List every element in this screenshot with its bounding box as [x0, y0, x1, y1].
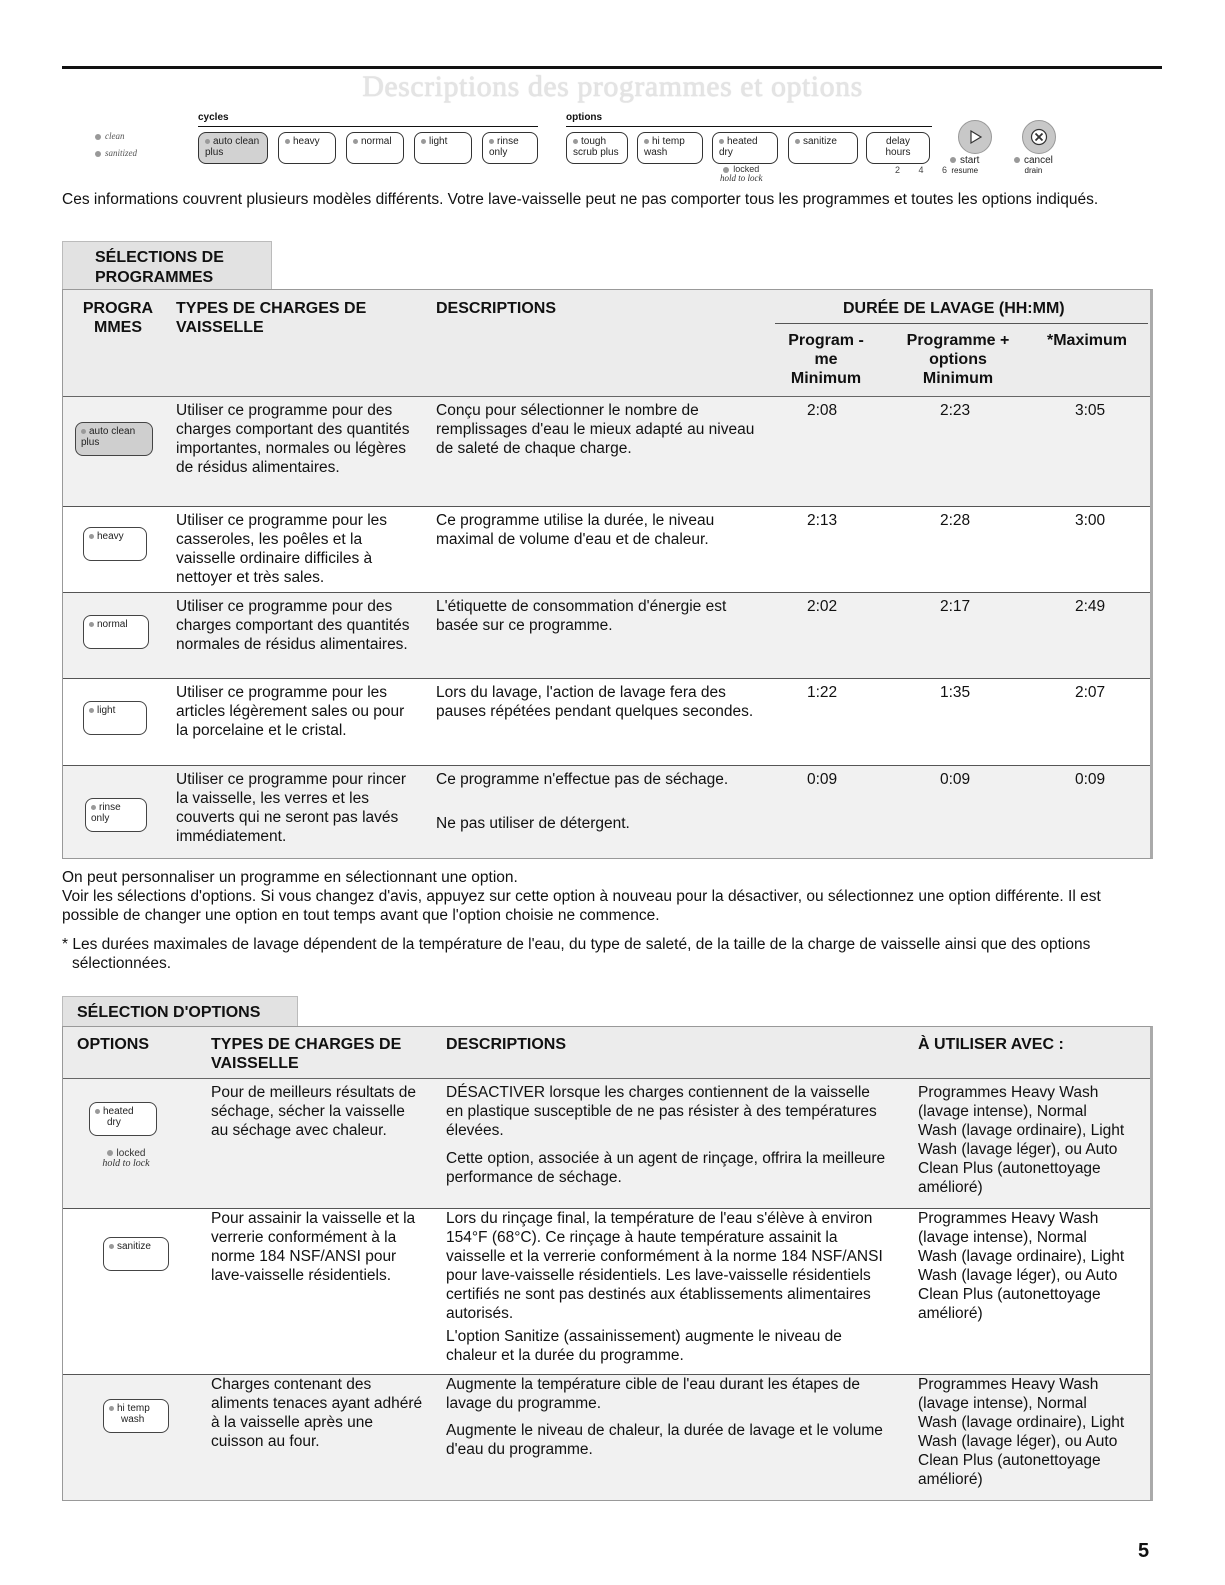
indicator-dot-icon — [89, 534, 94, 539]
resume-text: resume — [951, 166, 979, 175]
locked-text: locked — [733, 164, 760, 174]
description-cell: Lors du lavage, l'action de lavage fera des pauses répétées pendant quelques secondes. — [436, 684, 754, 720]
indicator-dot-icon — [109, 1406, 114, 1411]
max-duration-cell: 3:00 — [1075, 512, 1106, 529]
header-programs: PROGRA MMES — [82, 300, 154, 336]
indicator-dot-icon — [89, 622, 94, 627]
indicator-dot-icon — [95, 151, 101, 157]
button-label: sanitize — [803, 136, 837, 147]
paragraph: Voir les sélections d'options. Si vous changez d'avis, appuyez sur cette option à nouveau pour la désactiver, ou sélectionnez une option différente. Il est possible de changer une option en tout temps avant que l'option choisie ne commence. — [62, 888, 1101, 924]
icon-label: normal — [97, 619, 128, 630]
button-label: dry — [719, 147, 733, 158]
icon-label: rinse — [99, 802, 121, 813]
icon-label: wash — [121, 1414, 145, 1425]
min-duration-cell: 2:08 — [807, 402, 838, 419]
indicator-dot-icon — [95, 1109, 100, 1114]
options-section-tab: SÉLECTION D'OPTIONS — [62, 996, 298, 1026]
paragraph: On peut personnaliser un programme en sélectionnant une option. — [62, 869, 518, 886]
load-types-cell: Utiliser ce programme pour rincer la vaisselle, les verres et les couverts qui ne seront pas lavés immédiatement. — [176, 771, 406, 845]
description-cell: Lors du rinçage final, la température de l'eau s'élève à environ 154°F (68°C). Ce rinçage à haute température assainit la vaisselle et la verrerie conformément à la norme 184 NSF/ANSI pour lave-vaisselle résidentiels. Les lave-vaisselle résidentiels certifiés ne sont pas destinés aux établissements alimentaires autorisés. — [446, 1210, 883, 1322]
cancel-x-icon — [1030, 128, 1048, 146]
button-label: hours — [885, 147, 911, 158]
lock-indicator-icon — [107, 1150, 113, 1156]
button-label: wash — [644, 147, 668, 158]
control-panel-illustration — [0, 108, 1225, 188]
cycle-button-light[interactable] — [414, 132, 472, 164]
header-options-minimum: Programme + options Minimum — [906, 332, 1010, 387]
hold-to-lock-text: hold to lock — [102, 1158, 150, 1169]
table-row — [63, 507, 1150, 593]
button-label: delay — [886, 136, 910, 147]
option-button-delay-hours[interactable] — [866, 132, 930, 164]
table-row — [63, 1375, 1150, 1500]
indicator-dot-icon — [719, 139, 724, 144]
page-number: 5 — [1138, 1540, 1150, 1562]
options-rule — [566, 126, 932, 127]
page-title: Descriptions des programmes et options — [362, 70, 863, 103]
option-button-tough-scrub-plus[interactable] — [566, 132, 628, 164]
description-cell: L'étiquette de consommation d'énergie est basée sur ce programme. — [436, 598, 727, 634]
load-types-cell: Pour de meilleurs résultats de séchage, sécher la vaisselle au séchage avec chaleur. — [211, 1084, 417, 1139]
button-label: light — [429, 136, 448, 147]
rinse-only-button-icon — [85, 798, 147, 832]
indicator-dot-icon — [950, 157, 956, 163]
indicator-dot-icon — [795, 139, 800, 144]
options-intro-text — [62, 868, 1157, 983]
description-note-cell: Ne pas utiliser de détergent. — [436, 815, 630, 832]
indicator-dot-icon — [95, 134, 101, 140]
icon-label: heated — [103, 1106, 134, 1117]
normal-button-icon — [83, 615, 149, 649]
footnote: * Les durées maximales de lavage dépendent de la température de l'eau, du type de saleté, de la taille de la charge de vaisselle ainsi que des options sélectionnées. — [62, 936, 1091, 972]
indicator-dot-icon — [285, 139, 290, 144]
option-button-hi-temp-wash[interactable] — [637, 132, 703, 164]
button-label: tough — [581, 136, 607, 147]
description-cell: Augmente la température cible de l'eau durant les étapes de lavage du programme. — [446, 1376, 860, 1412]
heated-dry-button-icon — [89, 1102, 157, 1136]
header-wash-duration: DURÉE DE LAVAGE (HH:MM) — [843, 300, 1065, 317]
indicator-dot-icon — [1014, 157, 1020, 163]
icon-label: auto clean — [89, 426, 136, 437]
button-label: plus — [205, 147, 224, 158]
icon-label: heavy — [97, 531, 124, 542]
button-label: heated — [727, 136, 758, 147]
button-label: auto clean — [213, 136, 260, 147]
hi-temp-wash-button-icon — [103, 1399, 169, 1433]
button-label: heavy — [293, 136, 320, 147]
indicator-dot-icon — [421, 139, 426, 144]
header-load-types: TYPES DE CHARGES DE VAISSELLE — [176, 300, 367, 336]
header-load-types: TYPES DE CHARGES DE VAISSELLE — [211, 1036, 402, 1072]
description-note-cell: Augmente le niveau de chaleur, la durée de lavage et le volume d'eau du programme. — [446, 1422, 883, 1458]
button-label: scrub plus — [573, 147, 619, 158]
start-button[interactable] — [958, 120, 992, 154]
tab-title-line: PROGRAMMES — [95, 269, 214, 286]
table-row — [63, 1079, 1150, 1209]
programs-table — [62, 289, 1153, 859]
button-label: only — [489, 147, 508, 158]
lock-indicator-icon — [723, 167, 729, 173]
cycle-button-normal[interactable] — [346, 132, 404, 164]
options-min-duration-cell: 2:17 — [940, 598, 971, 615]
table-row — [63, 593, 1150, 679]
icon-label: light — [97, 705, 116, 716]
options-min-duration-cell: 1:35 — [940, 684, 971, 701]
table-row — [63, 679, 1150, 766]
header-use-with: À UTILISER AVEC : — [918, 1036, 1064, 1053]
min-duration-cell: 1:22 — [807, 684, 838, 701]
cycle-button-auto-clean-plus[interactable] — [198, 132, 268, 164]
header-maximum: *Maximum — [1047, 332, 1128, 349]
use-with-cell: Programmes Heavy Wash (lavage intense), Normal Wash (lavage ordinaire), Light Wash (lavage léger), ou Auto Clean Plus (autonettoyage amélioré) — [918, 1210, 1125, 1322]
header-minimum: Program -me Minimum — [788, 332, 864, 387]
play-icon — [967, 129, 983, 145]
locked-text: locked — [116, 1148, 146, 1159]
min-duration-cell: 2:02 — [807, 598, 838, 615]
tab-title-line: SÉLECTIONS DE — [95, 249, 224, 266]
icon-label: only — [91, 813, 110, 824]
min-duration-cell: 2:13 — [807, 512, 838, 529]
load-types-cell: Pour assainir la vaisselle et la verrerie conformément à la norme 184 NSF/ANSI pour lave-vaisselle résidentiels. — [211, 1210, 416, 1284]
header-descriptions: DESCRIPTIONS — [436, 300, 557, 317]
options-table-header — [63, 1027, 1150, 1079]
indicator-dot-icon — [205, 139, 210, 144]
duration-header-rule — [775, 323, 1148, 324]
cycles-rule — [198, 126, 538, 127]
indicator-dot-icon — [89, 708, 94, 713]
locked-note — [720, 165, 763, 183]
legend-sanitized: sanitized — [105, 148, 138, 158]
cycle-button-rinse-only[interactable] — [482, 132, 538, 164]
indicator-dot-icon — [81, 429, 86, 434]
cancel-caption — [1014, 156, 1053, 176]
icon-label: hi temp — [117, 1403, 150, 1414]
cancel-button[interactable] — [1022, 120, 1056, 154]
indicator-dot-icon — [489, 139, 494, 144]
button-label: normal — [361, 136, 392, 147]
programs-section-tab — [62, 241, 272, 289]
indicator-dot-icon — [109, 1244, 114, 1249]
table-row — [63, 766, 1150, 858]
indicator-dot-icon — [644, 139, 649, 144]
max-duration-cell: 2:49 — [1075, 598, 1106, 615]
table-row — [63, 1209, 1150, 1375]
use-with-cell: Programmes Heavy Wash (lavage intense), Normal Wash (lavage ordinaire), Light Wash (lavage léger), ou Auto Clean Plus (autonettoyage amélioré) — [918, 1084, 1125, 1196]
intro-paragraph: Ces informations couvrent plusieurs modèles différents. Votre lave-vaisselle peut ne pas comporter tous les programmes et toutes les options indiqués. — [62, 191, 1099, 208]
max-duration-cell: 0:09 — [1075, 771, 1106, 788]
start-caption — [950, 156, 979, 176]
indicator-dot-icon — [353, 139, 358, 144]
description-cell: Ce programme n'effectue pas de séchage. — [436, 771, 729, 788]
indicator-dot-icon — [91, 805, 96, 810]
options-min-duration-cell: 2:23 — [940, 402, 971, 419]
sanitize-button-icon — [103, 1237, 169, 1271]
max-duration-cell: 2:07 — [1075, 684, 1106, 701]
locked-indicator — [91, 1149, 161, 1169]
heavy-button-icon — [83, 527, 147, 561]
header-descriptions: DESCRIPTIONS — [446, 1036, 567, 1053]
options-min-duration-cell: 2:28 — [940, 512, 971, 529]
option-button-sanitize[interactable] — [788, 132, 858, 164]
legend-clean: clean — [105, 131, 125, 141]
description-cell: Ce programme utilise la durée, le niveau maximal de volume d'eau et de chaleur. — [436, 512, 715, 548]
load-types-cell: Utiliser ce programme pour les articles légèrement sales ou pour la porcelaine et le cristal. — [176, 684, 405, 739]
header-options: OPTIONS — [77, 1036, 150, 1053]
indicator-dot-icon — [573, 139, 578, 144]
options-label: options — [566, 112, 603, 123]
cancel-text: cancel — [1024, 155, 1053, 166]
description-note-cell: L'option Sanitize (assainissement) augmente le niveau de chaleur et la durée du programme. — [446, 1328, 842, 1364]
light-button-icon — [83, 701, 147, 735]
auto-clean-plus-button-icon — [75, 422, 153, 456]
table-row — [63, 397, 1150, 507]
delay-hour-values: 2 4 6 — [895, 165, 956, 175]
use-with-cell: Programmes Heavy Wash (lavage intense), Normal Wash (lavage ordinaire), Light Wash (lavage léger), ou Auto Clean Plus (autonettoyage amélioré) — [918, 1376, 1125, 1488]
min-duration-cell: 0:09 — [807, 771, 838, 788]
description-cell: Conçu pour sélectionner le nombre de remplissages d'eau le mieux adapté au niveau de saleté de chaque charge. — [436, 402, 755, 457]
start-text: start — [960, 155, 980, 166]
options-table — [62, 1026, 1153, 1501]
icon-label: dry — [107, 1117, 121, 1128]
drain-text: drain — [1024, 166, 1043, 175]
max-duration-cell: 3:05 — [1075, 402, 1106, 419]
cycle-button-heavy[interactable] — [278, 132, 336, 164]
hold-to-lock-text: hold to lock — [720, 173, 763, 183]
top-rule — [62, 66, 1162, 69]
icon-label: sanitize — [117, 1241, 151, 1252]
option-button-heated-dry[interactable] — [712, 132, 778, 164]
icon-label: plus — [81, 437, 100, 448]
cycles-label: cycles — [198, 112, 229, 123]
description-note-cell: Cette option, associée à un agent de rinçage, offrira la meilleure performance de séchage. — [446, 1150, 886, 1186]
indicator-legend — [95, 128, 137, 162]
load-types-cell: Utiliser ce programme pour les casseroles, les poêles et la vaisselle ordinaire difficiles à nettoyer et très sales. — [176, 512, 388, 586]
button-label: hi temp — [652, 136, 685, 147]
load-types-cell: Utiliser ce programme pour des charges comportant des quantités normales de résidus alimentaires. — [176, 598, 410, 653]
options-min-duration-cell: 0:09 — [940, 771, 971, 788]
description-cell: DÉSACTIVER lorsque les charges contiennent de la vaisselle en plastique susceptible de ne pas résister à des températures élevées. — [446, 1084, 877, 1139]
programs-table-header — [63, 290, 1150, 397]
button-label: rinse — [497, 136, 519, 147]
load-types-cell: Charges contenant des aliments tenaces ayant adhéré à la vaisselle après une cuisson au four. — [211, 1376, 423, 1450]
load-types-cell: Utiliser ce programme pour des charges comportant des quantités importantes, normales ou légères de résidus alimentaires. — [176, 402, 410, 476]
